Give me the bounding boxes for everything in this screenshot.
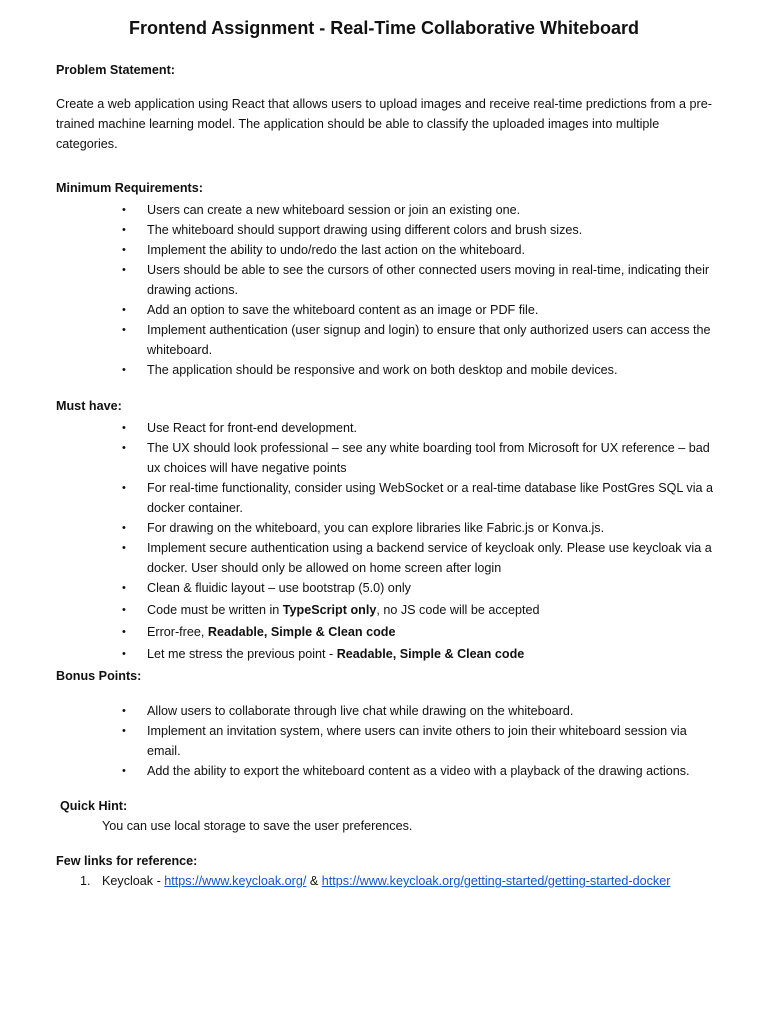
bullet-icon: • bbox=[122, 604, 126, 616]
quick-hint-heading: Quick Hint: bbox=[60, 799, 128, 813]
list-item: • The application should be responsive and work on both desktop and mobile devices. bbox=[0, 360, 768, 380]
bullet-icon: • bbox=[122, 582, 126, 594]
bullet-icon: • bbox=[122, 725, 126, 737]
list-item: • Implement the ability to undo/redo the last action on the whiteboard. bbox=[0, 240, 768, 260]
bullet-icon: • bbox=[122, 648, 126, 660]
bullet-icon: • bbox=[122, 204, 126, 216]
quick-hint-text: You can use local storage to save the user preferences. bbox=[102, 819, 413, 833]
must-have-heading: Must have: bbox=[56, 399, 122, 413]
bullet-icon: • bbox=[122, 264, 126, 276]
references-heading: Few links for reference: bbox=[56, 854, 198, 868]
must-have-list bbox=[0, 418, 768, 664]
list-item: • Users should be able to see the cursors of other connected users moving in real-time, indicating their drawing actions. bbox=[0, 260, 768, 300]
list-item: • The whiteboard should support drawing using different colors and brush sizes. bbox=[0, 220, 768, 240]
bullet-icon: • bbox=[122, 244, 126, 256]
list-item-stress: • Let me stress the previous point - Readable, Simple & Clean code bbox=[0, 644, 768, 664]
problem-statement-text: Create a web application using React that allows users to upload images and receive real-time predictions from a pre-trained machine learning model. The application should be able to classify the uploaded images into multiple categories. bbox=[56, 97, 712, 151]
list-item-typescript: • Code must be written in TypeScript only, no JS code will be accepted bbox=[0, 600, 768, 620]
list-item: • Add the ability to export the whiteboard content as a video with a playback of the drawing actions. bbox=[0, 761, 768, 781]
bullet-icon: • bbox=[122, 442, 126, 454]
bonus-points-heading: Bonus Points: bbox=[56, 669, 142, 683]
keycloak-docker-link[interactable]: https://www.keycloak.org/getting-started/getting-started-docker bbox=[321, 874, 671, 888]
list-item: • Clean & fluidic layout – use bootstrap (5.0) only bbox=[0, 578, 768, 598]
bullet-icon: • bbox=[122, 522, 126, 534]
bullet-icon: • bbox=[122, 705, 126, 717]
bullet-icon: • bbox=[122, 482, 126, 494]
list-item: • Allow users to collaborate through live chat while drawing on the whiteboard. bbox=[0, 701, 768, 721]
list-item: • For drawing on the whiteboard, you can explore libraries like Fabric.js or Konva.js. bbox=[0, 518, 768, 538]
bullet-icon: • bbox=[122, 765, 126, 777]
list-item: • Implement authentication (user signup and login) to ensure that only authorized users can access the whiteboard. bbox=[0, 320, 768, 360]
list-item: • Use React for front-end development. bbox=[0, 418, 768, 438]
document-title: Frontend Assignment - Real-Time Collaborative Whiteboard bbox=[128, 18, 640, 38]
list-number: 1. bbox=[80, 874, 91, 888]
keycloak-link[interactable]: https://www.keycloak.org/ bbox=[164, 874, 307, 888]
list-item-error-free: • Error-free, Readable, Simple & Clean code bbox=[0, 622, 768, 642]
minimum-requirements-list bbox=[0, 200, 768, 380]
list-item: • Add an option to save the whiteboard content as an image or PDF file. bbox=[0, 300, 768, 320]
reference-label: Keycloak - bbox=[102, 874, 165, 888]
list-item: • The UX should look professional – see any white boarding tool from Microsoft for UX reference – bad ux choices will have negative points bbox=[0, 438, 768, 478]
bonus-points-list bbox=[0, 701, 768, 781]
list-item: • Implement secure authentication using a backend service of keycloak only. Please use keycloak via a docker. User should only be allowed on home screen after login bbox=[0, 538, 768, 578]
references-list bbox=[0, 871, 768, 891]
list-item: • Users can create a new whiteboard session or join an existing one. bbox=[0, 200, 768, 220]
list-item: • For real-time functionality, consider using WebSocket or a real-time database like PostGres SQL via a docker container. bbox=[0, 478, 768, 518]
bullet-icon: • bbox=[122, 626, 126, 638]
bullet-icon: • bbox=[122, 422, 126, 434]
reference-separator: & bbox=[306, 874, 322, 888]
bullet-icon: • bbox=[122, 324, 126, 336]
bullet-icon: • bbox=[122, 364, 126, 376]
problem-statement-heading: Problem Statement: bbox=[56, 63, 175, 77]
list-item: • Implement an invitation system, where users can invite others to join their whiteboard session via email. bbox=[0, 721, 768, 761]
bullet-icon: • bbox=[122, 224, 126, 236]
list-item bbox=[0, 871, 768, 891]
bullet-icon: • bbox=[122, 542, 126, 554]
bullet-icon: • bbox=[122, 304, 126, 316]
minimum-requirements-heading: Minimum Requirements: bbox=[56, 181, 203, 195]
